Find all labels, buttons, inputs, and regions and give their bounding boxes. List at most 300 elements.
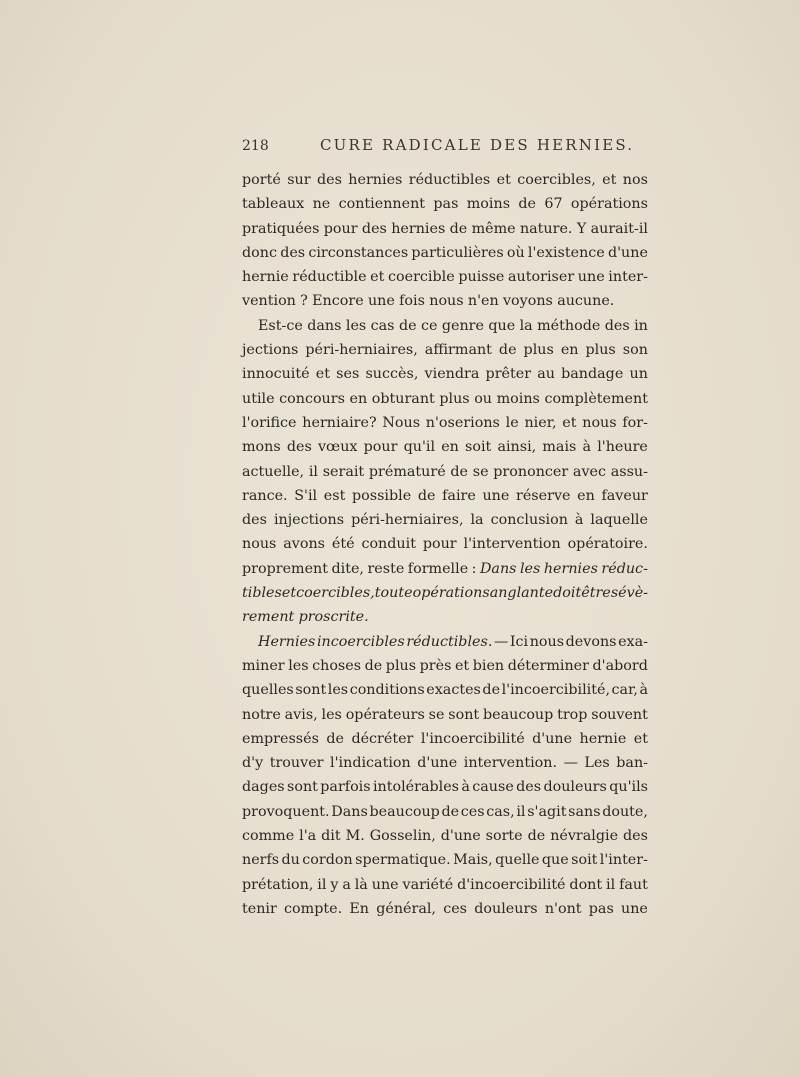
word: l'intervention bbox=[463, 536, 561, 553]
word: nos bbox=[622, 172, 648, 188]
word: de bbox=[449, 220, 468, 237]
word: ces bbox=[460, 803, 485, 820]
word: d'abord bbox=[592, 657, 648, 674]
word: à bbox=[574, 512, 584, 529]
word: nous bbox=[242, 536, 277, 553]
word: : bbox=[471, 560, 477, 577]
word: en bbox=[577, 487, 595, 504]
word: péri-herniaires, bbox=[351, 512, 464, 529]
word: cas, bbox=[486, 803, 515, 820]
word: qu'ils bbox=[609, 779, 648, 796]
word: l'inter- bbox=[599, 852, 648, 869]
word: bien bbox=[472, 657, 505, 674]
word: rance. bbox=[242, 487, 288, 504]
word: les bbox=[519, 560, 541, 577]
word: nous bbox=[529, 633, 565, 650]
word: puisse bbox=[458, 269, 505, 286]
text-line bbox=[242, 387, 648, 411]
word: actuelle, bbox=[242, 463, 305, 480]
word: devons bbox=[565, 633, 617, 650]
word: prononcer bbox=[493, 463, 569, 480]
word: en bbox=[560, 342, 579, 359]
word: réserve bbox=[516, 487, 571, 504]
word: hernies bbox=[543, 560, 598, 577]
word: la bbox=[519, 317, 533, 334]
word: des bbox=[280, 244, 306, 261]
word: Y bbox=[576, 220, 587, 237]
word: une bbox=[482, 487, 510, 504]
word: coercibles, bbox=[517, 172, 596, 188]
word: la bbox=[470, 512, 484, 529]
word: soit bbox=[571, 852, 598, 869]
word: ne bbox=[312, 196, 331, 213]
word: Nous bbox=[382, 414, 421, 431]
word: Dans bbox=[331, 803, 368, 820]
word: des bbox=[286, 439, 312, 456]
word: proprement bbox=[242, 560, 329, 577]
word: le bbox=[505, 414, 519, 431]
word: d'une bbox=[440, 828, 481, 845]
word: plus bbox=[523, 342, 554, 359]
word: aurait-il bbox=[590, 220, 648, 237]
word: En bbox=[349, 900, 369, 917]
word: cause bbox=[472, 779, 514, 796]
word: ? bbox=[300, 293, 308, 310]
text-line bbox=[242, 362, 648, 386]
word: trop bbox=[557, 706, 588, 723]
word: quelle bbox=[495, 852, 540, 869]
word: Hernies bbox=[258, 633, 316, 650]
text-line bbox=[242, 532, 648, 556]
word: des bbox=[623, 828, 648, 845]
word: conditions bbox=[349, 682, 425, 699]
text-line bbox=[242, 241, 648, 265]
word: quelles bbox=[242, 682, 294, 699]
word: il bbox=[317, 876, 327, 893]
word: faire bbox=[442, 487, 476, 504]
word: et bbox=[315, 366, 330, 383]
word: complètement bbox=[544, 390, 648, 407]
word: avis, bbox=[284, 706, 318, 723]
word: in bbox=[634, 317, 648, 334]
word: viendra bbox=[424, 366, 480, 383]
word: notre bbox=[242, 706, 281, 723]
word: une bbox=[371, 876, 399, 893]
word: de bbox=[482, 682, 501, 699]
word: pour bbox=[422, 536, 457, 553]
word: Les bbox=[584, 755, 610, 772]
word: sont bbox=[448, 706, 480, 723]
word: décréter bbox=[351, 730, 414, 747]
word: l'heure bbox=[597, 439, 648, 456]
word: exa- bbox=[618, 633, 648, 650]
word: sorte bbox=[485, 828, 523, 845]
word: une bbox=[621, 900, 648, 917]
word: que bbox=[488, 317, 516, 334]
word: — bbox=[493, 633, 509, 650]
word: nier, bbox=[524, 414, 557, 431]
word: opérations bbox=[570, 196, 648, 213]
word: car, bbox=[611, 682, 638, 699]
word: s'agit bbox=[527, 803, 567, 820]
word: mais bbox=[542, 439, 577, 456]
word: névralgie bbox=[550, 828, 619, 845]
word: même bbox=[471, 220, 516, 237]
word: été bbox=[331, 536, 355, 553]
word: vœux bbox=[317, 439, 358, 456]
text-line bbox=[242, 314, 648, 338]
text-line bbox=[242, 848, 648, 872]
word: a bbox=[342, 876, 351, 893]
word: à bbox=[461, 779, 470, 796]
word: M. bbox=[345, 828, 365, 845]
word: rement bbox=[242, 609, 295, 626]
text-line bbox=[242, 289, 648, 313]
text-line bbox=[242, 775, 648, 799]
word: de bbox=[450, 463, 469, 480]
word: il bbox=[516, 803, 526, 820]
word: de bbox=[527, 828, 546, 845]
text-line bbox=[242, 265, 648, 289]
word: souvent bbox=[591, 706, 648, 723]
word: ou bbox=[474, 390, 493, 407]
word: de bbox=[518, 196, 537, 213]
page-number: 218 bbox=[242, 138, 269, 154]
word: sans bbox=[568, 803, 601, 820]
word: sont bbox=[295, 682, 327, 699]
word: de bbox=[398, 317, 417, 334]
body-text bbox=[242, 168, 648, 921]
word: opératoire. bbox=[567, 536, 648, 553]
word: en bbox=[349, 390, 368, 407]
word: les bbox=[345, 317, 367, 334]
word: d'une bbox=[532, 730, 573, 747]
word: douleurs bbox=[474, 900, 538, 917]
text-line bbox=[242, 581, 648, 605]
word: affirmant bbox=[424, 342, 492, 359]
word: et bbox=[602, 172, 617, 188]
word: qu'il bbox=[403, 439, 436, 456]
word: voyons bbox=[502, 293, 553, 310]
word: l'existence bbox=[527, 244, 605, 261]
word: mons bbox=[242, 439, 281, 456]
word: de bbox=[364, 657, 383, 674]
word: de bbox=[441, 803, 460, 820]
word: de bbox=[326, 730, 344, 747]
word: utile bbox=[242, 390, 275, 407]
word: incoercibles bbox=[316, 633, 405, 650]
word: de bbox=[498, 342, 517, 359]
word: n'ont bbox=[544, 900, 582, 917]
word: être bbox=[581, 585, 611, 602]
word: une bbox=[367, 293, 395, 310]
word: opérateurs bbox=[345, 706, 425, 723]
word: dans bbox=[307, 317, 342, 334]
word: circonstances bbox=[308, 244, 409, 261]
word: — bbox=[563, 755, 578, 772]
word: et bbox=[370, 269, 385, 286]
word: toute bbox=[374, 585, 413, 602]
word: les bbox=[288, 657, 309, 674]
word: ainsi, bbox=[497, 439, 537, 456]
word: jections bbox=[242, 342, 299, 359]
word: intolérables bbox=[372, 779, 459, 796]
word: hernie bbox=[242, 269, 289, 286]
word: général, bbox=[376, 900, 436, 917]
word: nerfs bbox=[242, 852, 280, 869]
text-line bbox=[242, 557, 648, 581]
word: succès, bbox=[365, 366, 419, 383]
word: dont bbox=[569, 876, 603, 893]
word: dages bbox=[242, 779, 285, 796]
word: 67 bbox=[544, 196, 563, 213]
text-line bbox=[242, 460, 648, 484]
word: d'une bbox=[417, 755, 458, 772]
text-line bbox=[242, 703, 648, 727]
word: miner bbox=[242, 657, 285, 674]
word: pas bbox=[588, 900, 614, 917]
text-line bbox=[242, 168, 648, 192]
word: spermatique. bbox=[355, 852, 451, 869]
word: tenir bbox=[242, 900, 277, 917]
word: ses bbox=[336, 366, 360, 383]
word: réductible bbox=[292, 269, 367, 286]
word: et bbox=[562, 414, 577, 431]
word: son bbox=[622, 342, 648, 359]
word: comme bbox=[242, 828, 295, 845]
word: à bbox=[582, 439, 592, 456]
word: sanglante bbox=[482, 585, 554, 602]
text-line bbox=[242, 751, 648, 775]
word: aucune. bbox=[557, 293, 615, 310]
word: nous bbox=[429, 293, 464, 310]
word: une bbox=[577, 269, 605, 286]
text-line bbox=[242, 338, 648, 362]
word: en bbox=[441, 439, 459, 456]
word: cordon bbox=[302, 852, 353, 869]
word: des bbox=[604, 317, 630, 334]
word: bandage bbox=[561, 366, 624, 383]
text-line bbox=[242, 630, 648, 654]
word: fois bbox=[399, 293, 425, 310]
word: hernie bbox=[579, 730, 627, 747]
word: et bbox=[454, 657, 470, 674]
word: vention bbox=[242, 293, 296, 310]
word: cas bbox=[370, 317, 395, 334]
word: se bbox=[472, 463, 489, 480]
word: dite, bbox=[331, 560, 364, 577]
word: faveur bbox=[601, 487, 648, 504]
word: conduit bbox=[361, 536, 416, 553]
word: tableaux bbox=[242, 196, 305, 213]
word: hernies bbox=[391, 220, 446, 237]
word: tibles bbox=[242, 585, 282, 602]
word: exactes bbox=[426, 682, 481, 699]
text-line bbox=[242, 654, 648, 678]
word: Ici bbox=[509, 633, 529, 650]
word: empressés bbox=[242, 730, 319, 747]
word: nature. bbox=[519, 220, 573, 237]
word: et bbox=[496, 172, 511, 188]
text-line bbox=[242, 435, 648, 459]
word: opération bbox=[412, 585, 483, 602]
word: for- bbox=[622, 414, 648, 431]
word: sont bbox=[287, 779, 318, 796]
word: des bbox=[361, 220, 387, 237]
word: dit bbox=[321, 828, 341, 845]
word: trouver bbox=[269, 755, 324, 772]
word: que bbox=[541, 852, 569, 869]
text-line bbox=[242, 217, 648, 241]
word: Dans bbox=[479, 560, 517, 577]
text-line bbox=[242, 192, 648, 216]
word: reste bbox=[367, 560, 405, 577]
word: au bbox=[537, 366, 555, 383]
word: avons bbox=[283, 536, 326, 553]
word: intervention. bbox=[463, 755, 558, 772]
word: parfois bbox=[320, 779, 371, 796]
word: l'incoercibilité bbox=[420, 730, 525, 747]
word: choses bbox=[312, 657, 362, 674]
word: Est-ce bbox=[258, 317, 303, 334]
word: plus bbox=[385, 657, 417, 674]
word: réductibles bbox=[408, 172, 491, 188]
word: prêter bbox=[485, 366, 532, 383]
word: ces bbox=[443, 900, 468, 917]
running-title: CURE RADICALE DES HERNIES. bbox=[320, 136, 635, 154]
word: plus bbox=[585, 342, 616, 359]
word: Gosselin, bbox=[369, 828, 436, 845]
word: particulières bbox=[411, 244, 504, 261]
word: moins bbox=[496, 390, 540, 407]
word: pratiquées bbox=[242, 220, 320, 237]
word: ban- bbox=[616, 755, 648, 772]
word: là bbox=[354, 876, 368, 893]
word: coercible bbox=[388, 269, 455, 286]
word: des bbox=[316, 172, 342, 188]
word: méthode bbox=[537, 317, 601, 334]
word: laquelle bbox=[590, 512, 648, 529]
word: est bbox=[323, 487, 346, 504]
word: provoquent. bbox=[242, 803, 330, 820]
word: de bbox=[417, 487, 436, 504]
word: à bbox=[639, 682, 648, 699]
word: possible bbox=[351, 487, 412, 504]
word: obturant bbox=[371, 390, 435, 407]
word: soit bbox=[465, 439, 492, 456]
word: douleurs bbox=[543, 779, 607, 796]
word: nous bbox=[582, 414, 617, 431]
word: sévè- bbox=[610, 585, 648, 602]
page-header bbox=[242, 134, 648, 160]
word: porté bbox=[242, 172, 281, 188]
word: beaucoup bbox=[369, 803, 440, 820]
text-line bbox=[242, 824, 648, 848]
word: prématuré bbox=[368, 463, 446, 480]
word: il bbox=[606, 876, 616, 893]
word: l'orifice bbox=[242, 414, 297, 431]
word: variété bbox=[402, 876, 454, 893]
word: pour bbox=[323, 220, 358, 237]
word: S'il bbox=[294, 487, 318, 504]
word: assu- bbox=[610, 463, 648, 480]
word: d'y bbox=[242, 755, 264, 772]
word: moins bbox=[466, 196, 511, 213]
word: plus bbox=[439, 390, 470, 407]
word: un bbox=[629, 366, 648, 383]
text-line bbox=[242, 508, 648, 532]
word: les bbox=[327, 682, 349, 699]
word: coercibles, bbox=[296, 585, 375, 602]
word: injections bbox=[273, 512, 345, 529]
text-line bbox=[242, 484, 648, 508]
word: où bbox=[506, 244, 525, 261]
word: il bbox=[308, 463, 318, 480]
word: conclusion bbox=[490, 512, 568, 529]
word: des bbox=[516, 779, 542, 796]
word: donc bbox=[242, 244, 277, 261]
word: genre bbox=[441, 317, 484, 334]
text-line bbox=[242, 727, 648, 751]
word: l'a bbox=[299, 828, 317, 845]
word: réduc- bbox=[601, 560, 648, 577]
word: du bbox=[281, 852, 300, 869]
word: près bbox=[419, 657, 452, 674]
word: se bbox=[428, 706, 445, 723]
word: inter- bbox=[608, 269, 648, 286]
word: pas bbox=[433, 196, 459, 213]
word: innocuité bbox=[242, 366, 310, 383]
word: des bbox=[242, 512, 267, 529]
word: les bbox=[321, 706, 342, 723]
word: n'oserions bbox=[425, 414, 500, 431]
word: faut bbox=[619, 876, 648, 893]
word: beaucoup bbox=[482, 706, 554, 723]
word: concours bbox=[279, 390, 345, 407]
word: péri-herniaires, bbox=[305, 342, 418, 359]
text-line bbox=[242, 873, 648, 897]
word: formelle bbox=[407, 560, 469, 577]
word: ce bbox=[420, 317, 438, 334]
word: prétation, bbox=[242, 876, 314, 893]
word: n'en bbox=[467, 293, 499, 310]
word: serait bbox=[322, 463, 365, 480]
word: hernies bbox=[348, 172, 403, 188]
word: et bbox=[633, 730, 648, 747]
word: sur bbox=[287, 172, 311, 188]
word: avec bbox=[572, 463, 606, 480]
word: doute, bbox=[602, 803, 648, 820]
word: compte. bbox=[284, 900, 343, 917]
text-line bbox=[242, 411, 648, 435]
word: proscrite. bbox=[298, 609, 369, 626]
word: Mais, bbox=[453, 852, 493, 869]
word: l'indication bbox=[330, 755, 411, 772]
word: d'incoercibilité bbox=[457, 876, 566, 893]
word: l'incoercibilité, bbox=[501, 682, 610, 699]
word: y bbox=[330, 876, 339, 893]
word: déterminer bbox=[507, 657, 589, 674]
word: Encore bbox=[312, 293, 364, 310]
text-line bbox=[242, 800, 648, 824]
word: herniaire? bbox=[302, 414, 377, 431]
word: d'une bbox=[607, 244, 648, 261]
text-line bbox=[242, 605, 648, 629]
word: réductibles. bbox=[406, 633, 493, 650]
word: doit bbox=[553, 585, 582, 602]
word: contiennent bbox=[338, 196, 426, 213]
word: autoriser bbox=[508, 269, 575, 286]
